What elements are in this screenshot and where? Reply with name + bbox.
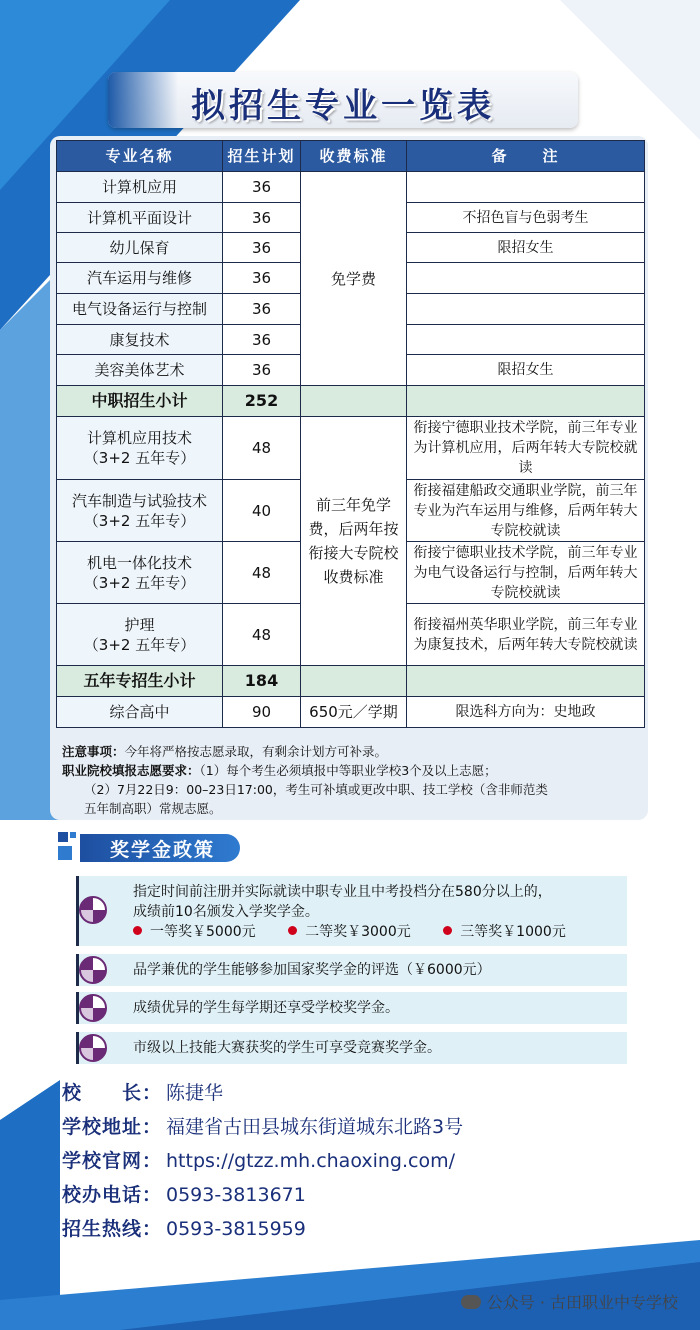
note-line: （2）7月22日9：00–23日17:00，考生可补填或更改中职、技工学校（含非师范类 (84, 782, 548, 797)
table-row (57, 697, 645, 728)
header-major: 专业名称 (57, 141, 223, 172)
red-dot-icon (443, 926, 452, 935)
contact-label: 学校官网： (62, 1150, 163, 1172)
note-cell (407, 263, 645, 294)
subtotal-empty (301, 666, 407, 697)
item-line: 指定时间前注册并实际就读中职专业且中考投档分在580分以上的， (133, 884, 552, 900)
major-line2: （3+2 五年专） (83, 635, 196, 654)
note-label: 职业院校填报志愿要求： (62, 763, 200, 778)
plan-count: 36 (223, 233, 301, 263)
table-row (57, 417, 645, 480)
item-text (133, 882, 594, 942)
award-list (133, 922, 594, 942)
award-text: 一等奖￥5000元 (150, 924, 256, 940)
plan-count: 48 (223, 417, 301, 480)
header-plan: 招生计划 (223, 141, 301, 172)
contact-website (62, 1148, 455, 1174)
note-text: （1）每个考生必须填报中等职业学校3个及以上志愿； (199, 763, 497, 778)
contact-label: 招生热线： (62, 1218, 163, 1240)
contact-address (62, 1114, 463, 1140)
bullet-icon (79, 956, 107, 984)
plan-count: 36 (223, 294, 301, 325)
subtotal-row (57, 666, 645, 697)
note-cell (407, 325, 645, 355)
plan-count: 36 (223, 172, 301, 203)
scholarship-item (76, 992, 627, 1024)
major-line1: 汽车制造与试验技术 (71, 491, 207, 510)
note-line (62, 742, 642, 761)
item-text: 成绩优异的学生每学期还享受学校奖学金。 (133, 1000, 399, 1016)
major-name: 幼儿保育 (57, 233, 223, 263)
enrollment-table (56, 140, 645, 728)
watermark-text: 公众号 · 古田职业中专学校 (486, 1293, 678, 1312)
note-label: 注意事项： (62, 744, 125, 759)
contact-value: 0593-3815959 (166, 1218, 306, 1240)
deco-square (70, 832, 76, 838)
note-cell: 衔接宁德职业技术学院，前三年专业为计算机应用，后两年转大专院校就读 (407, 417, 645, 480)
plan-count: 36 (223, 263, 301, 294)
bullet-icon (79, 896, 107, 924)
fee-cell (301, 417, 407, 666)
award (133, 922, 256, 942)
subtotal-empty (301, 386, 407, 417)
plan-count: 40 (223, 480, 301, 542)
scholarship-header (58, 830, 246, 866)
scholarship-item (76, 876, 627, 946)
contact-hotline (62, 1216, 306, 1242)
fee-text: 前三年免学费，后两年按衔接大专院校收费标准 (308, 496, 399, 586)
award-text: 二等奖￥3000元 (305, 924, 411, 940)
bullet-icon (79, 1034, 107, 1062)
header-note: 备 注 (407, 141, 645, 172)
award-text: 三等奖￥1000元 (460, 924, 566, 940)
major-line1: 计算机应用技术 (86, 429, 192, 447)
plan-count: 48 (223, 542, 301, 604)
plan-count: 36 (223, 325, 301, 355)
item-line: 成绩前10名颁发入学奖学金。 (133, 904, 319, 920)
contact-principal (62, 1080, 223, 1106)
header-fee: 收费标准 (301, 141, 407, 172)
major-name: 美容美体艺术 (57, 355, 223, 386)
subtotal-label: 五年专招生小计 (57, 666, 223, 697)
plan-count: 36 (223, 203, 301, 233)
fee-cell: 650元／学期 (301, 697, 407, 728)
major-name: 汽车运用与维修 (57, 263, 223, 294)
major-line1: 机电一体化技术 (86, 553, 192, 572)
subtotal-label: 中职招生小计 (57, 386, 223, 417)
bullet-icon (79, 994, 107, 1022)
plan-count: 36 (223, 355, 301, 386)
note-cell: 限选科方向为：史地政 (407, 697, 645, 728)
contact-value: 福建省古田县城东街道城东北路3号 (166, 1116, 464, 1138)
fee-cell: 免学费 (301, 172, 407, 386)
note-cell: 衔接福建船政交通职业学院，前三年专业为汽车运用与维修，后两年转大专院校就读 (407, 480, 645, 542)
note-text: 今年将严格按志愿录取，有剩余计划方可补录。 (124, 744, 388, 759)
note-cell (407, 172, 645, 203)
note-cell (407, 294, 645, 325)
note-line: 五年制高职）常规志愿。 (84, 801, 222, 816)
major-name: 电气设备运行与控制 (57, 294, 223, 325)
major-name (57, 480, 223, 542)
note-cell: 限招女生 (407, 355, 645, 386)
contact-value: 陈捷华 (166, 1082, 224, 1104)
subtotal-value: 184 (223, 666, 301, 697)
major-name: 计算机应用 (57, 172, 223, 203)
page-title: 拟招生专业一览表 (191, 86, 495, 126)
major-line2: （3+2 五年专） (83, 573, 196, 592)
contact-label: 校 长： (62, 1082, 163, 1104)
contact-phone (62, 1182, 306, 1208)
major-line2: （3+2 五年专） (83, 511, 196, 530)
major-line2: （3+2 五年专） (83, 449, 196, 467)
contact-label: 校办电话： (62, 1184, 163, 1206)
red-dot-icon (133, 926, 142, 935)
title-banner (108, 72, 578, 128)
subtotal-empty (407, 666, 645, 697)
contact-value: 0593-3813671 (166, 1184, 306, 1206)
note-cell: 衔接福州英华职业学院，前三年专业为康复技术，后两年转大专院校就读 (407, 604, 645, 666)
major-name: 计算机平面设计 (57, 203, 223, 233)
deco-square (58, 832, 68, 842)
note-cell: 衔接宁德职业技术学院，前三年专业为电气设备运行与控制，后两年转大专院校就读 (407, 542, 645, 604)
plan-count: 48 (223, 604, 301, 666)
major-name: 康复技术 (57, 325, 223, 355)
major-name (57, 604, 223, 666)
scholarship-item (76, 1032, 627, 1064)
scholarship-title: 奖学金政策 (110, 839, 216, 861)
red-dot-icon (288, 926, 297, 935)
award (288, 922, 411, 942)
note-cell: 不招色盲与色弱考生 (407, 203, 645, 233)
award (443, 922, 566, 942)
note-line (62, 761, 642, 780)
scholarship-item (76, 954, 627, 986)
table-row (57, 172, 645, 203)
note-cell: 限招女生 (407, 233, 645, 263)
notes-block (62, 742, 642, 818)
subtotal-empty (407, 386, 645, 417)
subtotal-row (57, 386, 645, 417)
major-name (57, 417, 223, 480)
website-link[interactable]: https://gtzz.mh.chaoxing.com/ (166, 1150, 456, 1172)
subtotal-value: 252 (223, 386, 301, 417)
plan-count: 90 (223, 697, 301, 728)
contact-label: 学校地址： (62, 1116, 163, 1138)
wechat-icon (461, 1295, 481, 1309)
watermark (461, 1290, 678, 1313)
major-name: 综合高中 (57, 697, 223, 728)
item-text: 品学兼优的学生能够参加国家奖学金的评选（￥6000元） (133, 962, 491, 978)
deco-square (58, 846, 72, 860)
item-text: 市级以上技能大赛获奖的学生可享受竞赛奖学金。 (133, 1040, 441, 1056)
major-line1: 护理 (124, 615, 155, 634)
table-header-row (57, 141, 645, 172)
major-name (57, 542, 223, 604)
